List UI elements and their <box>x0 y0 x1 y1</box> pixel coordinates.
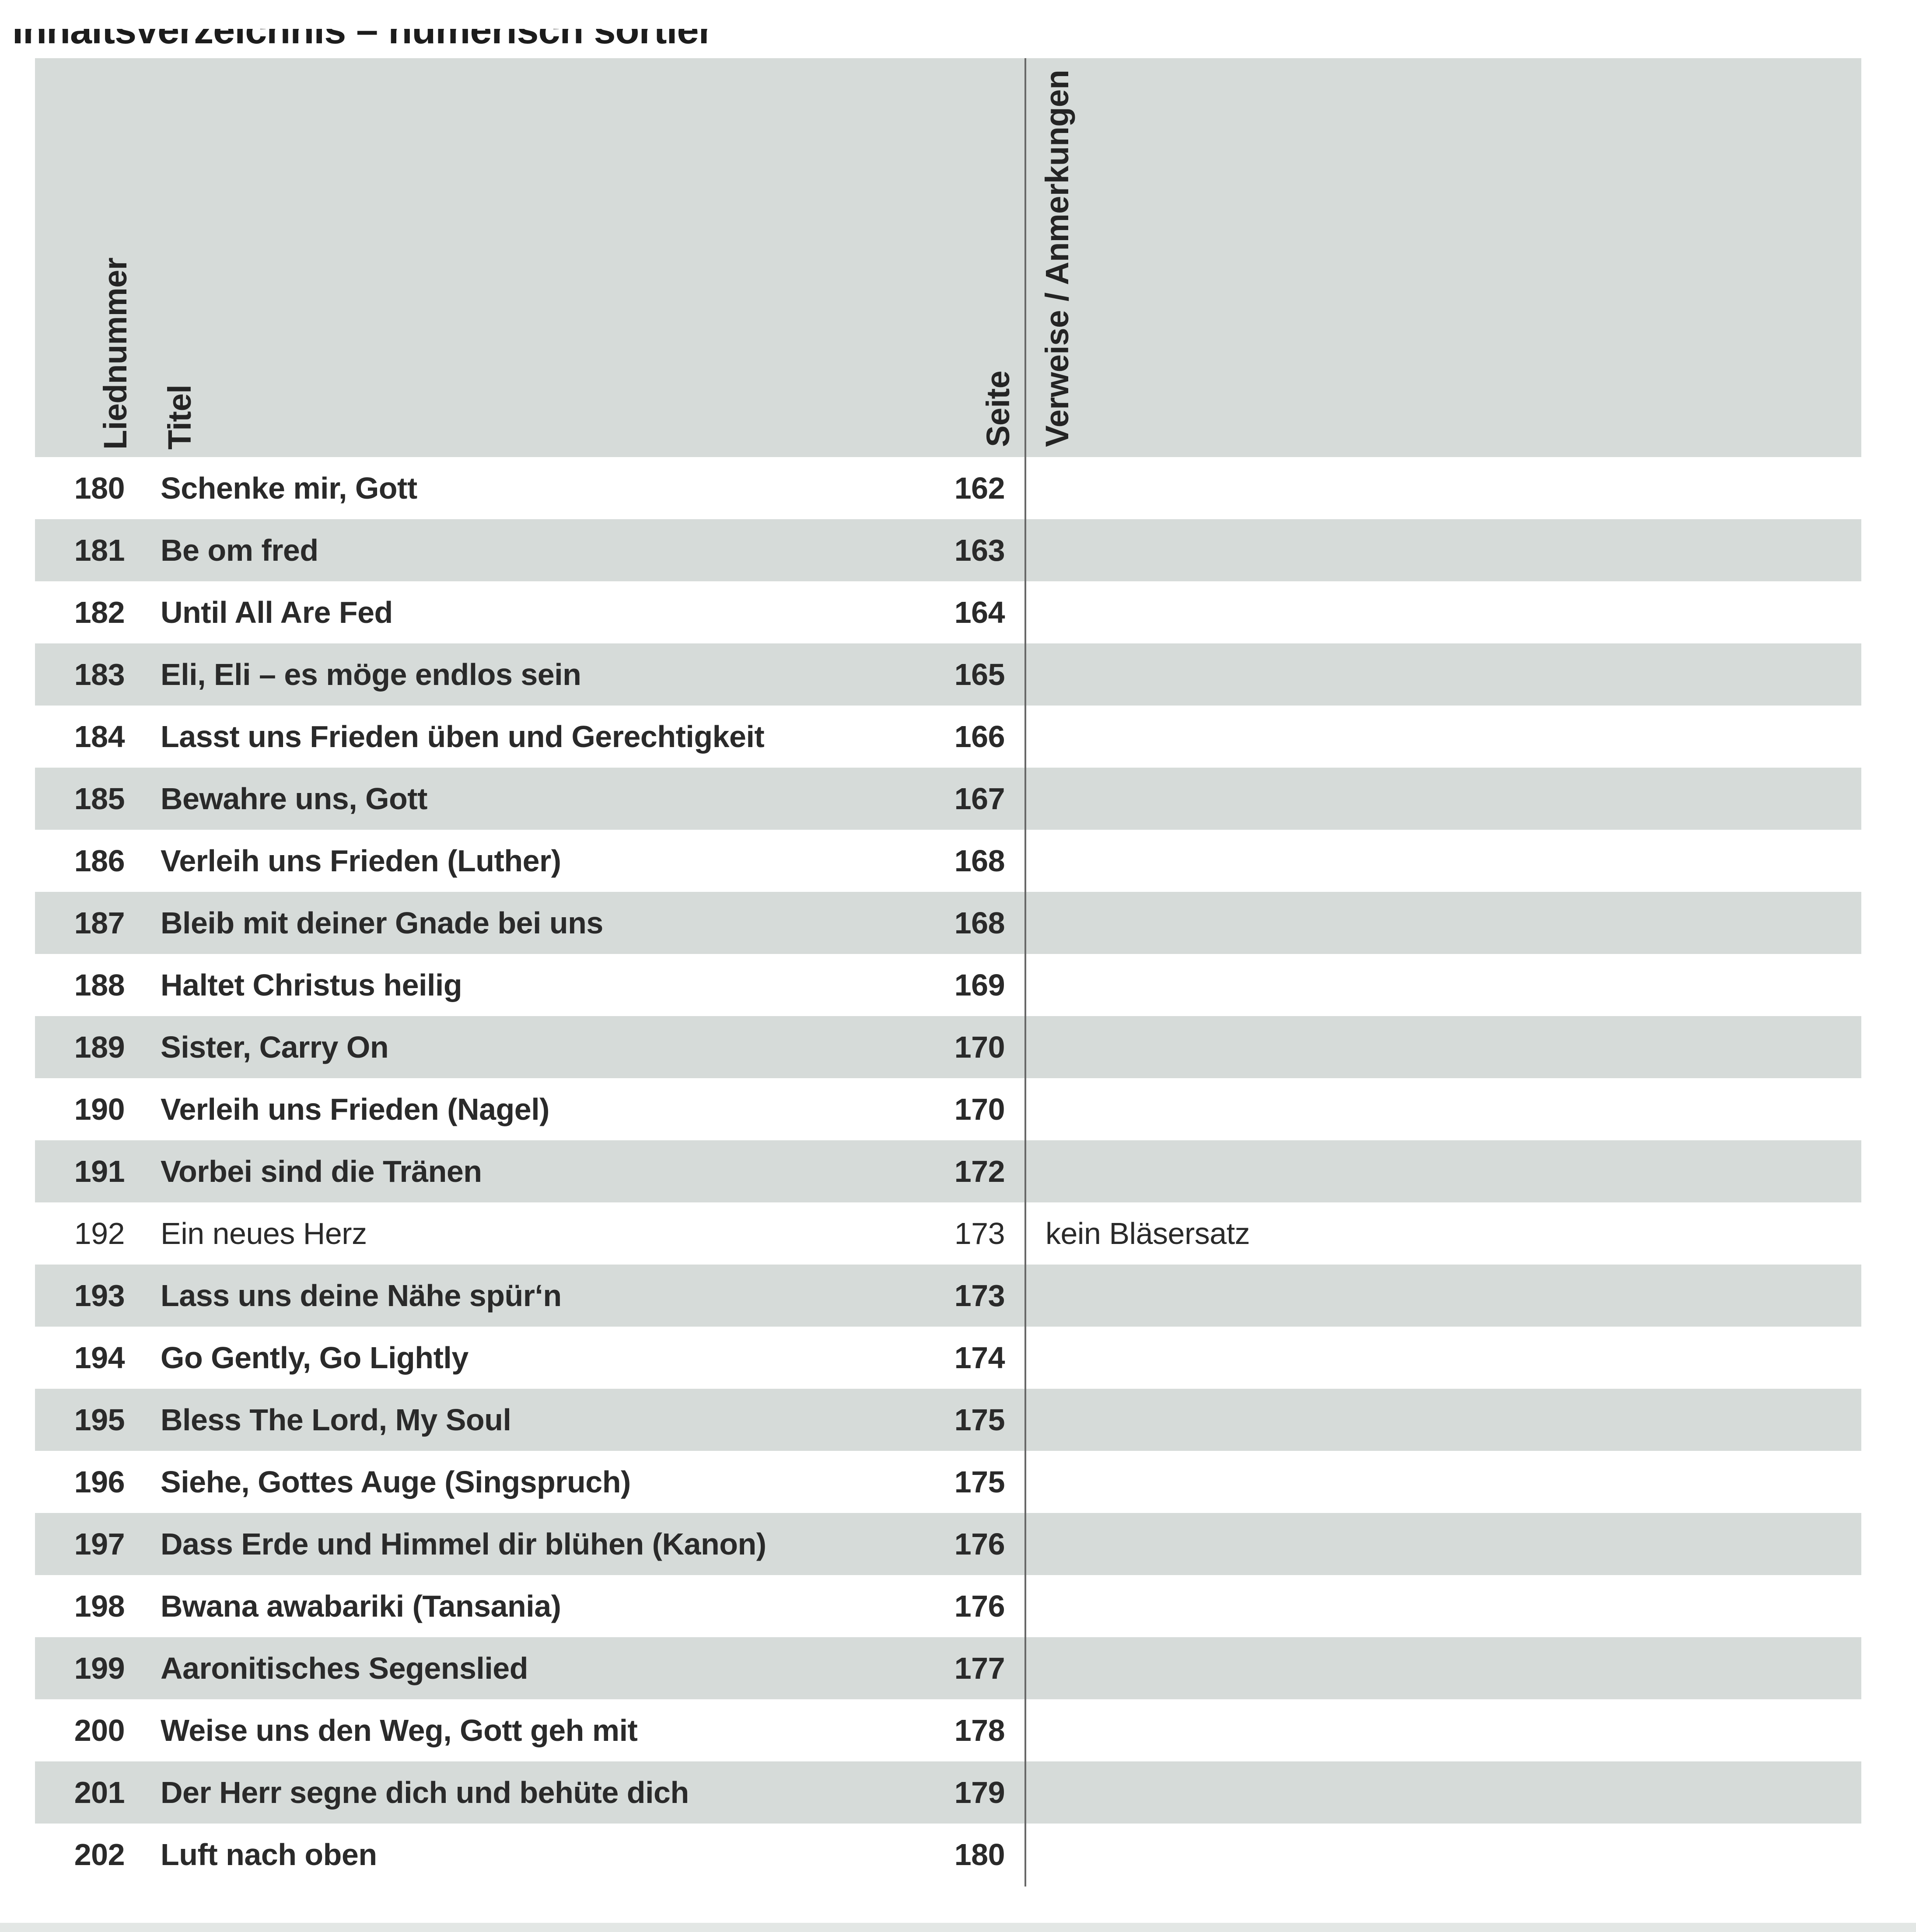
page-number: 164 <box>954 595 1005 629</box>
page-number: 169 <box>954 968 1005 1002</box>
song-number: 188 <box>74 968 125 1002</box>
song-title: Until All Are Fed <box>161 595 393 629</box>
song-title: Eli, Eli – es möge endlos sein <box>161 657 581 692</box>
page-number: 173 <box>954 1216 1005 1251</box>
page-number: 175 <box>954 1403 1005 1437</box>
table-row <box>35 1016 1861 1078</box>
song-number: 189 <box>74 1030 125 1064</box>
page-number: 174 <box>954 1341 1005 1375</box>
song-number: 190 <box>74 1092 125 1126</box>
song-number: 186 <box>74 844 125 878</box>
page-number: 177 <box>954 1651 1005 1685</box>
song-number: 199 <box>74 1651 125 1685</box>
page-number: 172 <box>954 1154 1005 1188</box>
table-row <box>35 954 1861 1016</box>
table-row <box>35 1824 1861 1886</box>
table-row <box>35 1451 1861 1513</box>
song-title: Bwana awabariki (Tansania) <box>161 1589 561 1623</box>
page-number: 170 <box>954 1030 1005 1064</box>
page-number: 178 <box>954 1713 1005 1747</box>
page-number: 166 <box>954 720 1005 754</box>
song-title: Siehe, Gottes Auge (Singspruch) <box>161 1465 631 1499</box>
page-number: 176 <box>954 1589 1005 1623</box>
table-row <box>35 519 1861 581</box>
table-row <box>35 830 1861 892</box>
song-title: Dass Erde und Himmel dir blühen (Kanon) <box>161 1527 766 1561</box>
page-title-cutoff-mask <box>12 0 712 29</box>
song-title: Bless The Lord, My Soul <box>161 1403 511 1437</box>
page-number: 162 <box>954 471 1005 505</box>
table-row <box>35 1699 1861 1761</box>
table-row <box>35 457 1861 519</box>
song-title: Be om fred <box>161 533 318 567</box>
song-title: Vorbei sind die Tränen <box>161 1154 482 1188</box>
table-row <box>35 643 1861 706</box>
song-title: Go Gently, Go Lightly <box>161 1341 469 1375</box>
song-number: 195 <box>74 1403 125 1437</box>
song-title: Luft nach oben <box>161 1838 377 1872</box>
song-number: 196 <box>74 1465 125 1499</box>
note-text: kein Bläsersatz <box>1045 1216 1250 1251</box>
song-number: 198 <box>74 1589 125 1623</box>
table-row <box>35 1078 1861 1140</box>
column-header-verweise-anmerkungen: Verweise / Anmerkungen <box>1039 70 1075 447</box>
song-number: 201 <box>74 1775 125 1810</box>
table-row <box>35 1265 1861 1327</box>
bottom-scan-strip <box>0 1923 1916 1932</box>
column-divider-line <box>1024 58 1026 1887</box>
song-number: 193 <box>74 1279 125 1313</box>
column-header-seite: Seite <box>980 370 1016 447</box>
song-title: Haltet Christus heilig <box>161 968 462 1002</box>
page-number: 165 <box>954 657 1005 692</box>
table-row <box>35 1637 1861 1699</box>
song-title: Ein neues Herz <box>161 1216 367 1251</box>
table-row <box>35 1327 1861 1389</box>
table-row <box>35 1513 1861 1575</box>
song-number: 180 <box>74 471 125 505</box>
page-number: 163 <box>954 533 1005 567</box>
table-row <box>35 1140 1861 1202</box>
song-title: Lasst uns Frieden üben und Gerechtigkeit <box>161 720 765 754</box>
page-number: 168 <box>954 906 1005 940</box>
song-number: 184 <box>74 720 125 754</box>
song-number: 191 <box>74 1154 125 1188</box>
table-row <box>35 768 1861 830</box>
song-number: 202 <box>74 1838 125 1872</box>
page-number: 168 <box>954 844 1005 878</box>
song-number: 183 <box>74 657 125 692</box>
song-number: 197 <box>74 1527 125 1561</box>
table-row <box>35 1202 1861 1265</box>
column-header-titel: Titel <box>161 384 198 450</box>
song-number: 194 <box>74 1341 125 1375</box>
table-row <box>35 1389 1861 1451</box>
song-title: Schenke mir, Gott <box>161 471 417 505</box>
page-number: 180 <box>954 1838 1005 1872</box>
table-row <box>35 1761 1861 1824</box>
table-row <box>35 706 1861 768</box>
page-number: 176 <box>954 1527 1005 1561</box>
page-number: 167 <box>954 782 1005 816</box>
page-number: 175 <box>954 1465 1005 1499</box>
song-title: Sister, Carry On <box>161 1030 389 1064</box>
table-row <box>35 892 1861 954</box>
table-row <box>35 581 1861 643</box>
song-title: Verleih uns Frieden (Nagel) <box>161 1092 549 1126</box>
song-title: Lass uns deine Nähe spür‘n <box>161 1279 562 1313</box>
page-number: 179 <box>954 1775 1005 1810</box>
song-number: 182 <box>74 595 125 629</box>
song-title: Aaronitisches Segenslied <box>161 1651 528 1685</box>
song-number: 192 <box>74 1216 125 1251</box>
page-number: 170 <box>954 1092 1005 1126</box>
song-number: 187 <box>74 906 125 940</box>
song-title: Weise uns den Weg, Gott geh mit <box>161 1713 638 1747</box>
page-title-wrap <box>12 0 712 45</box>
song-title: Der Herr segne dich und behüte dich <box>161 1775 689 1810</box>
song-number: 185 <box>74 782 125 816</box>
song-number: 200 <box>74 1713 125 1747</box>
column-header-liednummer: Liednummer <box>97 257 133 450</box>
song-title: Bleib mit deiner Gnade bei uns <box>161 906 603 940</box>
table-row <box>35 1575 1861 1637</box>
song-title: Verleih uns Frieden (Luther) <box>161 844 561 878</box>
table-header-block <box>35 58 1861 457</box>
song-title: Bewahre uns, Gott <box>161 782 427 816</box>
song-number: 181 <box>74 533 125 567</box>
page-number: 173 <box>954 1279 1005 1313</box>
